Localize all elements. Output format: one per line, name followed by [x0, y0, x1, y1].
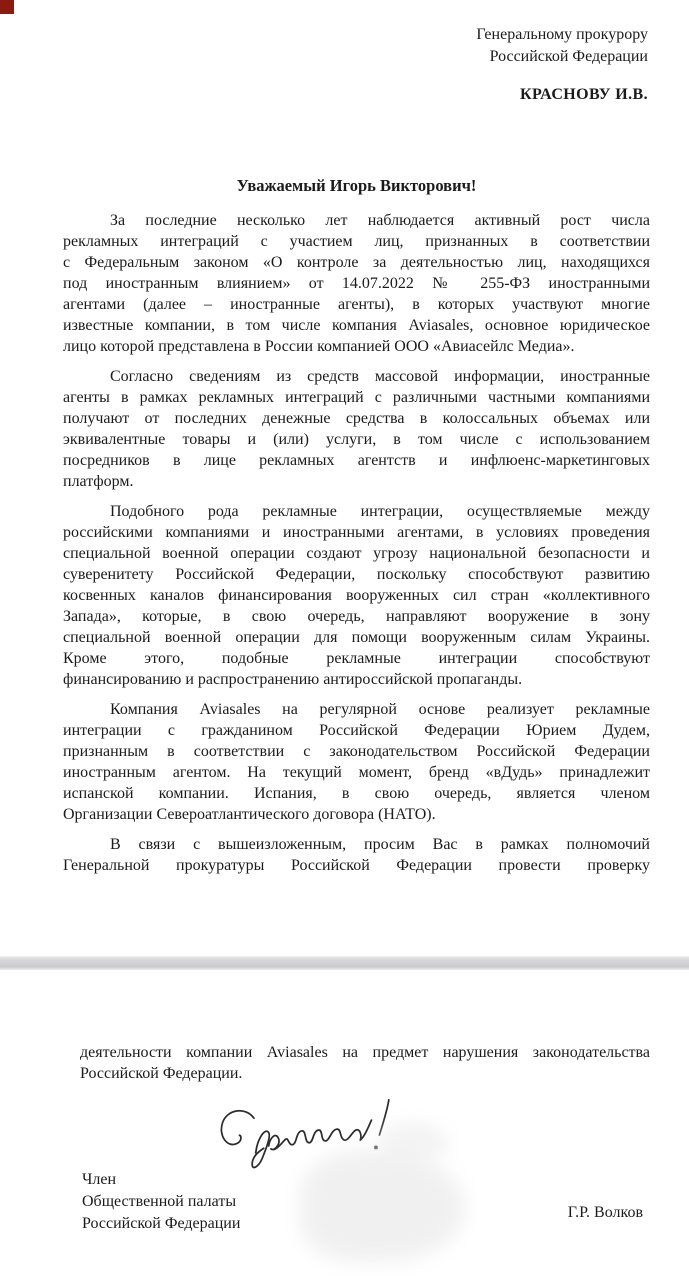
letter-body-page2 — [80, 1042, 650, 1093]
page-divider — [0, 956, 689, 970]
text-line: агенты в рамках рекламных интеграций с различными частными компаниями — [63, 389, 650, 406]
recipient-line: Генеральному прокурору — [476, 26, 648, 43]
text-line: российскими компаниями и иностранными агентами, в условиях проведения — [63, 524, 650, 541]
text-line: За последние несколько лет наблюдается активный рост числа — [110, 212, 650, 229]
text-line: получают от последних денежные средства в колоссальных объемах или — [63, 410, 650, 427]
text-line: Запада», которые, в свою очередь, направляют вооружение в зону — [63, 608, 650, 625]
text-line: испанской компании. Испания, в свою очередь, является членом — [63, 785, 650, 802]
text-line: Кроме этого, подобные рекламные интеграции способствуют — [63, 650, 650, 667]
text-line: Согласно сведениям из средств массовой информации, иностранные — [110, 368, 650, 385]
text-line: признанным в соответствии с законодательством Российской Федерации — [63, 743, 650, 760]
text-line: Подобного рода рекламные интеграции, осуществляемые между — [110, 503, 650, 520]
paragraph — [80, 1042, 650, 1084]
text-line: финансированию и распространению антироссийской пропаганды. — [63, 671, 523, 688]
text-line: агентами (далее – иностранные агенты), в которых участвуют многие — [63, 296, 650, 313]
text-line: рекламных интеграций с участием лиц, признанных в соответствии — [63, 233, 650, 250]
text-line: суверенитету Российской Федерации, поскольку способствуют развитию — [63, 566, 650, 583]
recipient-line: Российской Федерации — [489, 48, 648, 65]
handwriting-stroke — [268, 1120, 373, 1150]
paragraph — [63, 366, 650, 492]
text-line: известные компании, в том числе компания Aviasales, основное юридическое — [63, 317, 650, 334]
text-line: Компания Aviasales на регулярной основе реализует рекламные — [110, 701, 650, 718]
recipient-name: КРАСНОВУ И.В. — [520, 86, 648, 103]
recipient-block — [476, 24, 648, 106]
text-line: Российской Федерации. — [80, 1065, 243, 1082]
text-line: эквивалентные товары и (или) услуги, в том числе с использованием — [63, 431, 650, 448]
text-line: В связи с вышеизложенным, просим Вас в рамках полномочий — [110, 836, 650, 853]
signer-title-line: Российской Федерации — [82, 1215, 241, 1232]
signer-title-line: Общественной палаты — [82, 1193, 237, 1210]
signer-title-block — [82, 1169, 240, 1235]
text-line: деятельности компании Aviasales на предмет нарушения законодательства — [80, 1044, 650, 1061]
scan-smudge — [378, 1122, 448, 1164]
handwriting-stroke — [220, 1110, 255, 1145]
paragraph — [63, 501, 650, 690]
handwriting-stroke — [250, 1131, 270, 1167]
scan-smudge — [300, 1150, 465, 1262]
paragraph — [63, 210, 650, 357]
letter-body-page1 — [63, 210, 650, 885]
text-line: интеграции с гражданином Российской Федерации Юрием Дудем, — [63, 722, 650, 739]
text-line: Генеральной прокуратуры Российской Федерации провести проверку — [63, 857, 650, 874]
text-line: платформ. — [63, 473, 134, 490]
paragraph — [63, 834, 650, 876]
signer-title-line: Член — [82, 1171, 117, 1188]
text-line: лицо которой представлена в России компанией ООО «Авиасейлс Медиа». — [63, 338, 575, 355]
text-line: под иностранным влиянием» от 14.07.2022 № 255-ФЗ иностранными — [63, 275, 650, 292]
text-line: иностранным агентом. На текущий момент, бренд «вДудь» принадлежит — [63, 764, 650, 781]
text-line: специальной военной операции создают угрозу национальной безопасности и — [63, 545, 650, 562]
red-corner-mark — [0, 0, 14, 14]
text-line: посредников в лице рекламных агентств и инфлюенс-маркетинговых — [63, 452, 650, 469]
text-line: косвенных каналов финансирования вооруженных сил стран «коллективного — [63, 587, 650, 604]
text-line: Организации Североатлантического договора (НАТО). — [63, 806, 436, 823]
text-line: специальной военной операции для помощи вооруженным силам Украины. — [63, 629, 650, 646]
paragraph — [63, 699, 650, 825]
text-line: с Федеральным законом «О контроле за деятельностью лиц, находящихся — [63, 254, 650, 271]
signer-name: Г.Р. Волков — [567, 1204, 643, 1221]
salutation: Уважаемый Игорь Викторович! — [236, 176, 477, 195]
